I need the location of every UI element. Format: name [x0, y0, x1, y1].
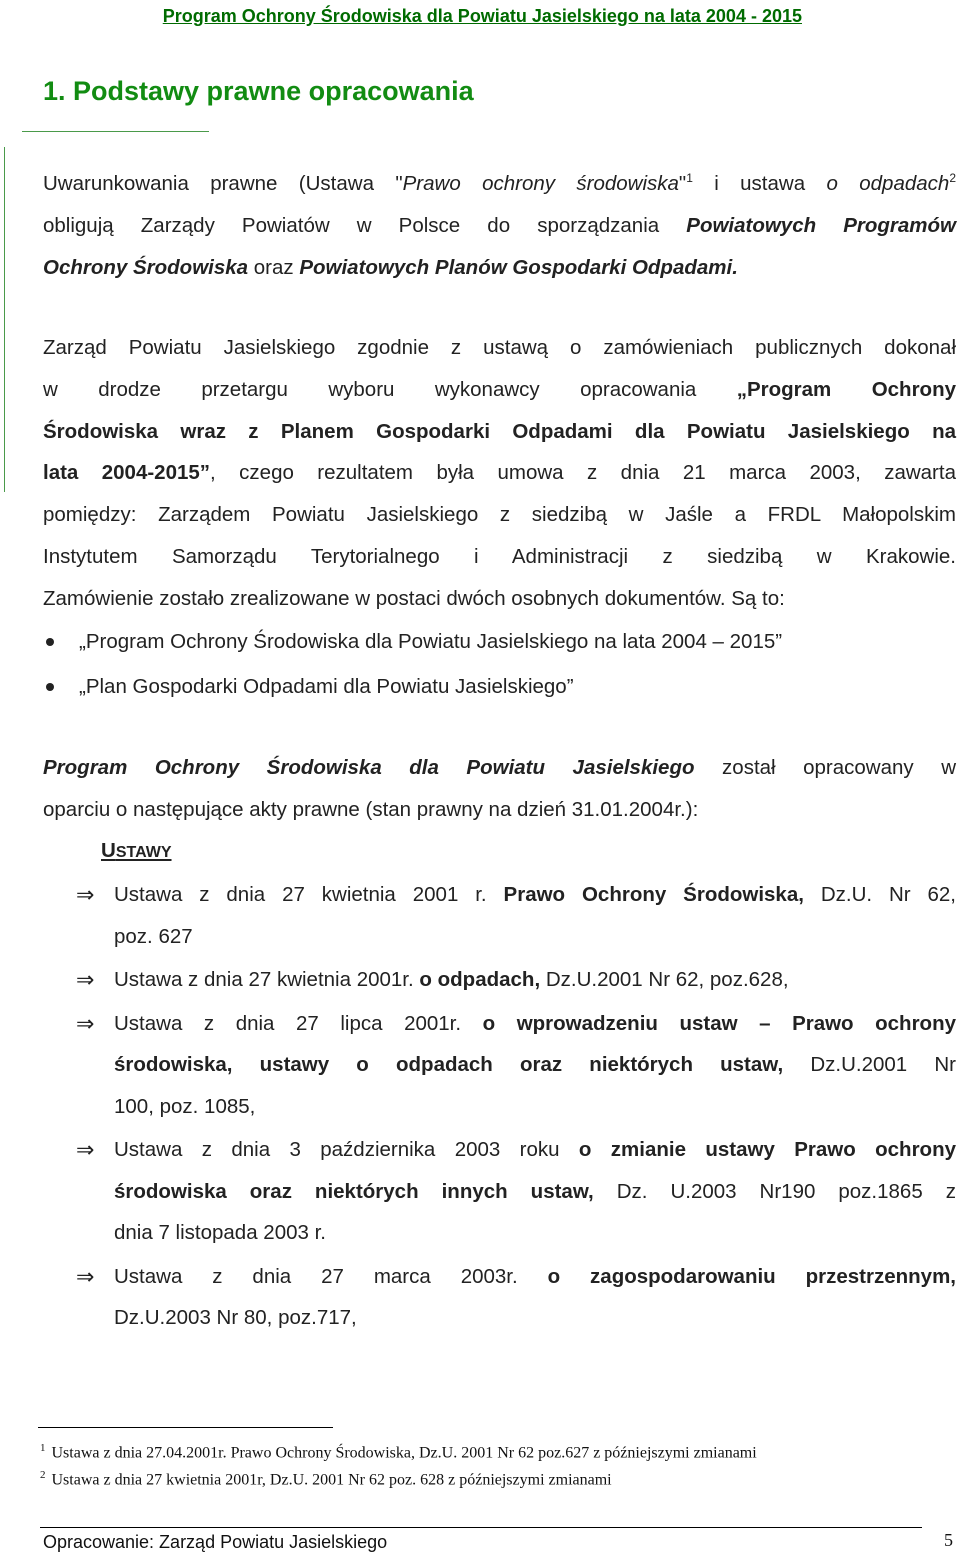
page-number: 5 — [944, 1530, 953, 1550]
title-underline-rule — [22, 131, 209, 132]
double-arrow-icon: ⇒ — [76, 1263, 95, 1289]
list-item: ⇒ Ustawa z dnia 27 kwietnia 2001r. o odpadach, Dz.U.2001 Nr 62, poz.628, — [76, 959, 956, 1001]
intro-line-1: Uwarunkowania prawne (Ustawa "Prawo ochrony środowiska"$^1$ i ustawa o odpadach$^2$ — [43, 171, 956, 195]
section-title: 1. Podstawy prawne opracowania — [43, 76, 474, 106]
intro-line-2: obligują Zarządy Powiatów w Polsce do sporządzania Powiatowych Programów — [43, 214, 956, 237]
footnote-separator — [38, 1427, 333, 1428]
list-item: „Program Ochrony Środowiska dla Powiatu Jasielskiego na lata 2004 – 2015” — [43, 619, 956, 664]
bullet-icon — [46, 683, 54, 691]
list-item: ⇒ Ustawa z dnia 3 października 2003 roku o zmianie ustawy Prawo ochrony środowiska oraz niektórych innych ustaw, Dz. U.2003 Nr190 poz.1865 z dnia 7 listopada 2003 r. — [76, 1129, 956, 1254]
double-arrow-icon: ⇒ — [76, 1137, 95, 1162]
margin-rule — [4, 147, 5, 492]
intro-line-3: Ochrony Środowiska oraz Powiatowych Planów Gospodarki Odpadami. — [43, 256, 738, 279]
footer-rule — [40, 1527, 922, 1528]
double-arrow-icon: ⇒ — [76, 1010, 95, 1036]
list-item: ⇒ Ustawa z dnia 27 marca 2003r. o zagospodarowaniu przestrzennym, Dz.U.2003 Nr 80, poz.717, — [76, 1256, 956, 1339]
footnote-2: $^2$ Ustawa z dnia 27 kwietnia 2001r, Dz.U. 2001 Nr 62 poz. 628 z późniejszymi zmianami — [40, 1469, 612, 1489]
footnote-ref-2[interactable]: 2 — [949, 171, 956, 186]
acts-list — [76, 872, 956, 1339]
footnotes — [40, 1437, 757, 1492]
double-arrow-icon: ⇒ — [76, 882, 95, 907]
footnote-ref-1[interactable]: 1 — [686, 171, 693, 186]
footnote-1: $^1$ Ustawa z dnia 27.04.2001r. Prawo Ochrony Środowiska, Dz.U. 2001 Nr 62 poz.627 z późniejszymi zmianami — [40, 1442, 757, 1462]
intro-paragraph — [43, 163, 956, 289]
footer-author: Opracowanie: Zarząd Powiatu Jasielskiego — [43, 1532, 388, 1552]
contract-paragraph: Zarząd Powiatu Jasielskiego zgodnie z ustawą o zamówieniach publicznych dokonał w drodze przetargu wyboru wykonawcy opracowania „Program Ochrony Środowiska wraz z Planem Gospodarki Odpadami dla Powiatu Jasielskiego na lata 2004-2015”, czego rezultatem była umowa z dnia 21 marca 2003, zawarta pomiędzy: Zarządem Powiatu Jasielskiego z siedzibą w Jaśle a FRDL Małopolskim Instytutem Samorządu Terytorialnego i Administracji z siedzibą w Krakowie. Zamówienie zostało zrealizowane w postaci dwóch osobnych dokumentów. Są to: — [43, 336, 956, 610]
list-item: „Plan Gospodarki Odpadami dla Powiatu Jasielskiego” — [43, 664, 956, 709]
acts-heading: USTAWY — [101, 839, 172, 862]
bullet-icon — [46, 638, 54, 646]
double-arrow-icon: ⇒ — [76, 967, 95, 992]
documents-bullet-list — [43, 619, 956, 709]
legal-basis-paragraph: Program Ochrony Środowiska dla Powiatu Jasielskiego został opracowany w oparciu o następujące akty prawne (stan prawny na dzień 31.01.2004r.): — [43, 756, 957, 821]
running-header-title: Program Ochrony Środowiska dla Powiatu Jasielskiego na lata 2004 - 2015 — [162, 6, 802, 26]
list-item: ⇒ Ustawa z dnia 27 kwietnia 2001 r. Prawo Ochrony Środowiska, Dz.U. Nr 62, poz. 627 — [76, 874, 956, 957]
list-item: ⇒ Ustawa z dnia 27 lipca 2001r. o wprowadzeniu ustaw – Prawo ochrony środowiska, ustawy o odpadach oraz niektórych ustaw, Dz.U.2001 Nr 100, poz. 1085, — [76, 1003, 956, 1128]
